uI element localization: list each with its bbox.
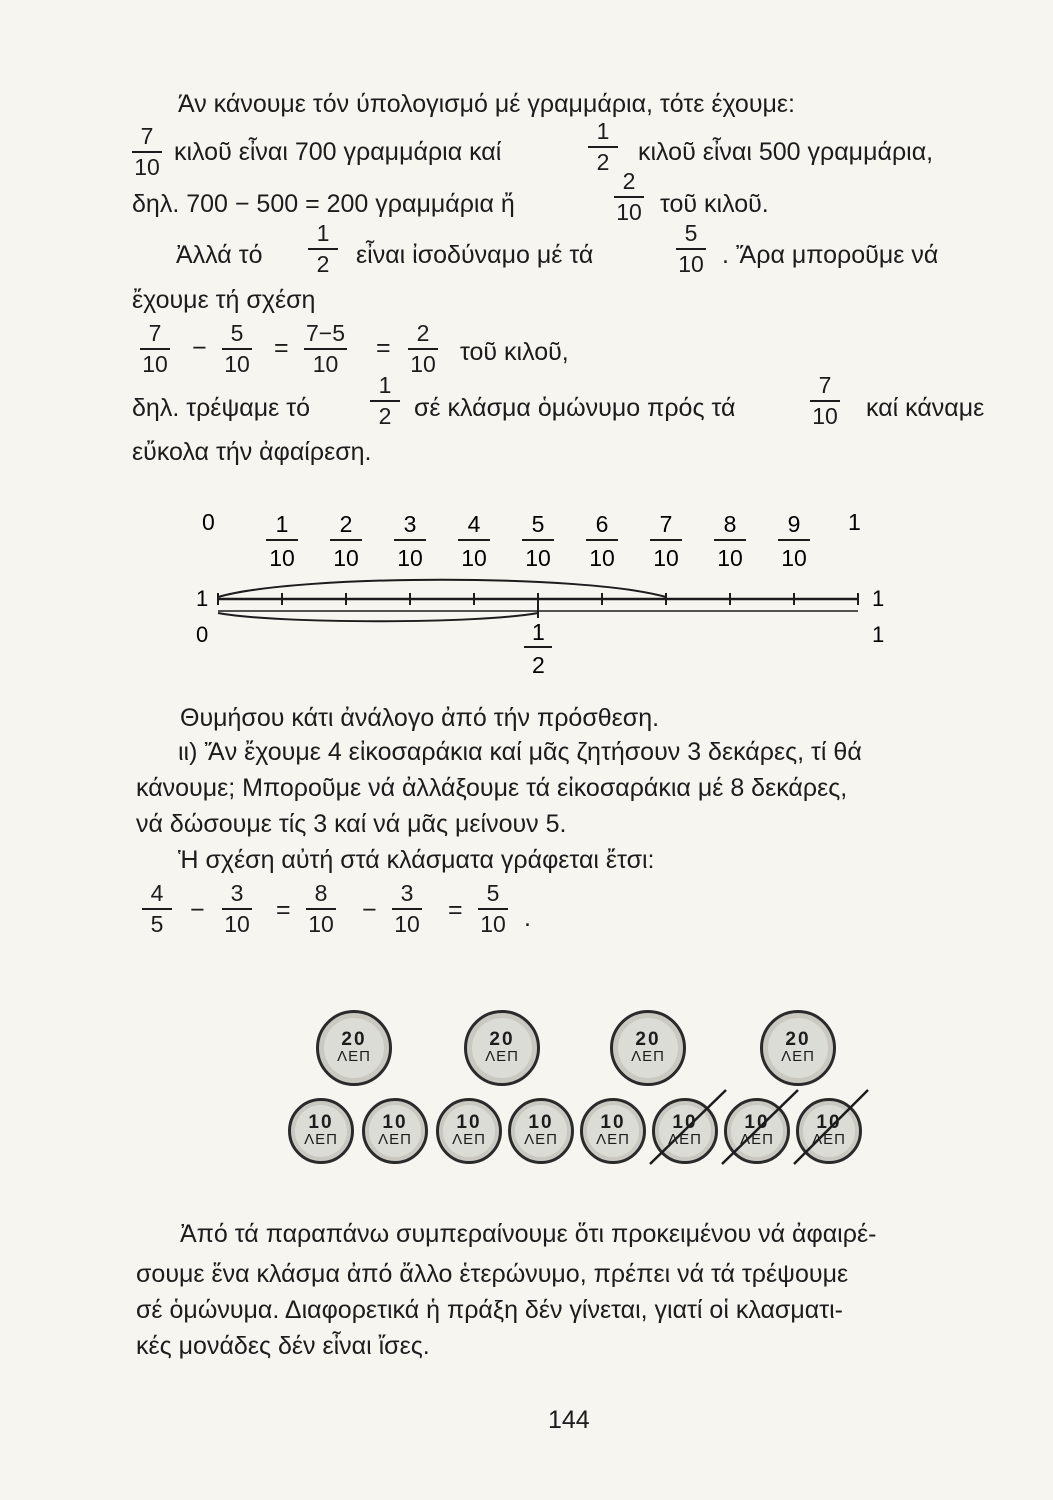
fraction <box>222 322 252 376</box>
text-line: εἶναι ἰσοδύναμο μέ τά <box>356 241 594 269</box>
fraction <box>588 120 618 174</box>
coin-unit: ΛΕΠ <box>485 1048 519 1066</box>
fraction-denominator: 10 <box>480 911 506 937</box>
tick-label-denominator: 10 <box>717 545 743 571</box>
fraction <box>306 882 336 936</box>
fraction <box>408 322 438 376</box>
coin-value: 10 <box>816 1112 842 1134</box>
fraction <box>370 374 400 428</box>
fraction-denominator: 10 <box>812 403 838 429</box>
fraction <box>222 882 252 936</box>
tick-label-numerator: 5 <box>531 511 545 537</box>
coin-value: 20 <box>341 1029 367 1051</box>
fraction <box>308 222 338 276</box>
fraction-numerator: 7 <box>810 374 840 402</box>
strike-line <box>794 1090 868 1164</box>
tick-label-numerator: 3 <box>403 511 417 537</box>
tick-label-numerator: 9 <box>787 511 801 537</box>
text-line: σέ ὁμώνυμα. Διαφορετικά ἡ πράξη δέν γίνεται, γιατί οἱ κλασματι- <box>136 1296 843 1324</box>
tick-label-numerator: 4 <box>467 511 481 537</box>
text-line: νά δώσουμε τίς 3 καί νά μᾶς μείνουν 5. <box>136 810 567 838</box>
tick-label-denominator: 10 <box>525 545 551 571</box>
minus-sign: − <box>362 896 377 924</box>
text-line: κάνουμε; Μποροῦμε νά ἀλλάξουμε τά εἰκοσαράκια μέ 8 δεκάρες, <box>136 774 848 802</box>
coin-unit: ΛΕΠ <box>596 1131 630 1149</box>
fraction-numerator: 1 <box>370 374 400 402</box>
tick-label-numerator: 7 <box>659 511 673 537</box>
text-line: κές μονάδες δέν εἶναι ἴσες. <box>136 1332 430 1360</box>
strike-through-marks <box>0 1080 1053 1200</box>
row2-left-label: 0 <box>196 622 209 647</box>
coin-value: 10 <box>600 1112 626 1134</box>
coin-unit: ΛΕΠ <box>668 1131 702 1149</box>
fraction-denominator: 10 <box>142 351 168 377</box>
fraction-denominator: 2 <box>378 403 392 429</box>
coin-unit: ΛΕΠ <box>304 1131 338 1149</box>
equals-sign: = <box>376 334 391 362</box>
coin-value: 20 <box>489 1029 515 1051</box>
tick-label-numerator: 1 <box>275 511 289 537</box>
coin-value: 20 <box>635 1029 661 1051</box>
coin-unit: ΛΕΠ <box>740 1131 774 1149</box>
text-line: εὔκολα τήν ἀφαίρεση. <box>132 438 372 466</box>
coin-value: 10 <box>308 1112 334 1134</box>
tick-label-denominator: 10 <box>333 545 359 571</box>
text-line: Ἀλλά τό <box>176 241 263 269</box>
tick-label-denominator: 10 <box>461 545 487 571</box>
fraction-denominator: 10 <box>224 911 250 937</box>
coin-value: 10 <box>528 1112 554 1134</box>
row1-left-label: 1 <box>196 586 209 611</box>
fraction-numerator: 7−5 <box>304 322 347 350</box>
coin-unit: ΛΕΠ <box>631 1048 665 1066</box>
fraction-numerator: 7 <box>132 125 162 153</box>
twenty-lepta-coin <box>464 1010 540 1086</box>
tick-label-denominator: 10 <box>397 545 423 571</box>
fraction-denominator: 10 <box>394 911 420 937</box>
equals-sign: = <box>276 896 291 924</box>
tick-label-numerator: 6 <box>595 511 609 537</box>
text-line: δηλ. 700 − 500 = 200 γραμμάρια ἤ <box>132 190 515 218</box>
coin-unit: ΛΕΠ <box>781 1048 815 1066</box>
fraction-denominator: 10 <box>308 911 334 937</box>
strike-line <box>722 1090 798 1164</box>
equals-sign: = <box>448 896 463 924</box>
tick-label-denominator: 10 <box>781 545 807 571</box>
text-line: Ἀπό τά παραπάνω συμπεραίνουμε ὅτι προκειμένου νά ἀφαιρέ- <box>180 1220 877 1248</box>
fraction-numerator: 2 <box>408 322 438 350</box>
fraction-denominator: 10 <box>224 351 250 377</box>
text-line: . Ἄρα μποροῦμε νά <box>722 241 939 269</box>
coin-value: 10 <box>744 1112 770 1134</box>
coin-unit: ΛΕΠ <box>337 1048 371 1066</box>
text-line: κιλοῦ εἶναι 700 γραμμάρια καί <box>174 138 502 166</box>
fraction <box>810 374 840 428</box>
fraction-denominator: 10 <box>134 154 160 180</box>
coin-unit: ΛΕΠ <box>452 1131 486 1149</box>
twenty-lepta-coin <box>610 1010 686 1086</box>
fraction-numerator: 4 <box>142 882 172 910</box>
coin-value: 10 <box>672 1112 698 1134</box>
text-line: καί κάναμε <box>866 394 985 422</box>
fraction-numerator: 3 <box>222 882 252 910</box>
text-line: κιλοῦ εἶναι 500 γραμμάρια, <box>638 138 934 166</box>
coin-value: 10 <box>456 1112 482 1134</box>
tick-label-denominator: 10 <box>269 545 295 571</box>
fraction-denominator: 2 <box>316 251 330 277</box>
fraction-numerator: 5 <box>676 222 706 250</box>
seven-tenths-arc <box>218 580 666 622</box>
fraction-numerator: 1 <box>588 120 618 148</box>
tick-marks <box>218 593 858 618</box>
fraction-denominator: 10 <box>678 251 704 277</box>
fraction-numerator: 1 <box>308 222 338 250</box>
coin-unit: ΛΕΠ <box>812 1131 846 1149</box>
fraction-numerator: 5 <box>478 882 508 910</box>
fraction <box>392 882 422 936</box>
half-numerator: 1 <box>532 619 545 645</box>
tick-label-denominator: 10 <box>589 545 615 571</box>
fraction <box>142 882 172 936</box>
text-line: σουμε ἕνα κλάσμα ἀπό ἄλλο ἑτερώνυμο, πρέπει νά τά τρέψουμε <box>136 1260 849 1288</box>
text-line: Ἡ σχέση αὐτή στά κλάσματα γράφεται ἔτσι: <box>178 846 655 874</box>
strike-line <box>650 1090 726 1164</box>
coin-unit: ΛΕΠ <box>524 1131 558 1149</box>
text-line: τοῦ κιλοῦ, <box>460 338 569 366</box>
twenty-lepta-coin <box>760 1010 836 1086</box>
fraction-numerator: 8 <box>306 882 336 910</box>
tick-label-numerator: 2 <box>339 511 353 537</box>
row1-right-label: 1 <box>872 586 885 611</box>
number-line-zero-label: 0 <box>202 509 215 535</box>
coin-value: 10 <box>382 1112 408 1134</box>
text-line: ιι) Ἄν ἔχουμε 4 εἰκοσαράκια καί μᾶς ζητήσουν 3 δεκάρες, τί θά <box>178 738 862 766</box>
number-line-diagram <box>0 500 1053 700</box>
fraction-numerator: 7 <box>140 322 170 350</box>
tenths-labels <box>266 511 810 571</box>
fraction-denominator: 10 <box>312 351 339 377</box>
period: . <box>524 904 531 932</box>
fraction-denominator: 2 <box>596 149 610 175</box>
coin-unit: ΛΕΠ <box>378 1131 412 1149</box>
coin-value: 20 <box>785 1029 811 1051</box>
fraction <box>614 170 644 224</box>
text-line: σέ κλάσμα ὁμώνυμο πρός τά <box>414 394 736 422</box>
fraction <box>132 125 162 179</box>
fraction-denominator: 10 <box>616 199 642 225</box>
equals-sign: = <box>274 334 289 362</box>
tick-label-numerator: 8 <box>723 511 737 537</box>
fraction-numerator: 5 <box>222 322 252 350</box>
number-line-one-label: 1 <box>848 509 861 535</box>
fraction <box>676 222 706 276</box>
text-line: δηλ. τρέψαμε τό <box>132 394 311 422</box>
minus-sign: − <box>192 334 207 362</box>
text-line: ἔχουμε τή σχέση <box>132 286 316 314</box>
fraction-numerator: 2 <box>614 170 644 198</box>
fraction-denominator: 10 <box>410 351 436 377</box>
fraction-denominator: 5 <box>150 911 164 937</box>
fraction <box>304 322 347 376</box>
fraction <box>478 882 508 936</box>
row2-right-label: 1 <box>872 622 885 647</box>
fraction-numerator: 3 <box>392 882 422 910</box>
text-line: Θυμήσου κάτι ἀνάλογο ἀπό τήν πρόσθεση. <box>180 704 660 732</box>
page-number: 144 <box>548 1406 590 1434</box>
minus-sign: − <box>190 896 205 924</box>
half-denominator: 2 <box>532 652 545 678</box>
twenty-lepta-coin <box>316 1010 392 1086</box>
tick-label-denominator: 10 <box>653 545 679 571</box>
fraction <box>140 322 170 376</box>
text-line: τοῦ κιλοῦ. <box>660 190 769 218</box>
text-line: Άν κάνουμε τόν ύπολογισμό μέ γραμμάρια, τότε έχουμε: <box>178 90 795 118</box>
